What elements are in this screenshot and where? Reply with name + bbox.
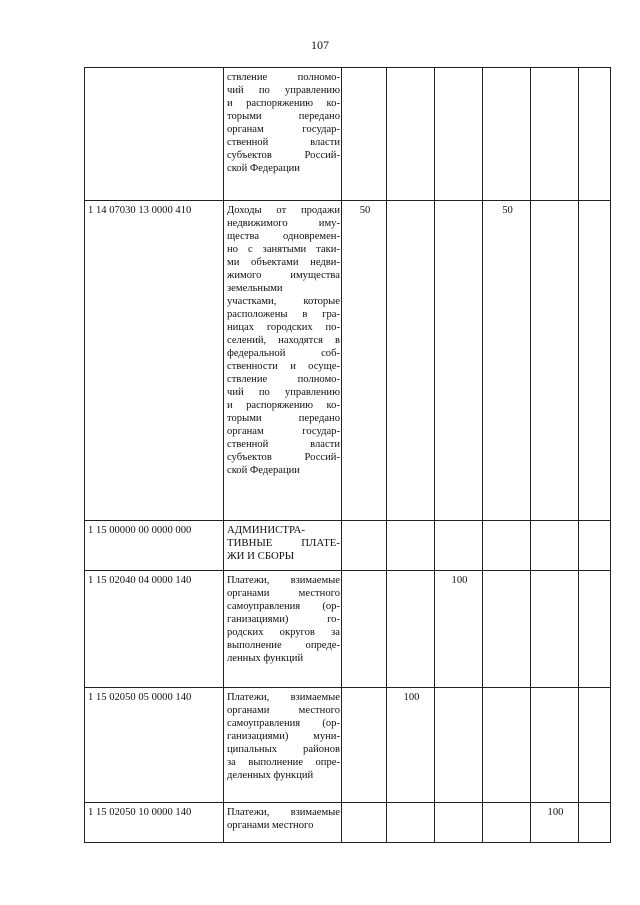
kbk-code-cell: 1 15 02050 10 0000 140 xyxy=(85,803,224,843)
description-line: субъектов Россий- xyxy=(227,150,340,161)
revenue-description-cell xyxy=(224,521,342,571)
description-line: органам государ- xyxy=(227,426,340,437)
amount-cell xyxy=(435,688,483,803)
description-line: ственности и осуще- xyxy=(227,361,340,372)
amount-cell xyxy=(483,521,531,571)
description-line: Доходы от продажи xyxy=(227,205,340,216)
kbk-code-cell xyxy=(85,68,224,201)
amount-cell xyxy=(531,688,579,803)
amount-cell xyxy=(387,521,435,571)
description-line: органами местного xyxy=(227,705,340,716)
description-line: Платежи, взимаемые xyxy=(227,575,340,586)
description-line: ствление полномо- xyxy=(227,72,340,83)
description-line: расположены в гра- xyxy=(227,309,340,320)
amount-cell xyxy=(579,201,611,521)
description-line: за выполнение опре- xyxy=(227,757,340,768)
description-line: самоуправления (ор- xyxy=(227,601,340,612)
amount-cell: 100 xyxy=(387,688,435,803)
amount-cell xyxy=(531,201,579,521)
description-line: органам государ- xyxy=(227,124,340,135)
table-row xyxy=(85,68,611,201)
description-line: субъектов Россий- xyxy=(227,452,340,463)
description-line: ленных функций xyxy=(227,653,304,664)
amount-cell: 100 xyxy=(531,803,579,843)
description-line: выполнение опреде- xyxy=(227,640,340,651)
description-line: и распоряжению ко- xyxy=(227,98,340,109)
amount-cell: 50 xyxy=(483,201,531,521)
amount-cell xyxy=(387,571,435,688)
description-line: ницах городских по- xyxy=(227,322,340,333)
amount-cell xyxy=(342,521,387,571)
description-line: деленных функций xyxy=(227,770,314,781)
kbk-code-cell: 1 15 02050 05 0000 140 xyxy=(85,688,224,803)
description-line: ТИВНЫЕ ПЛАТЕ- xyxy=(227,537,340,549)
table-row xyxy=(85,521,611,571)
revenue-description-cell xyxy=(224,201,342,521)
amount-cell xyxy=(531,521,579,571)
amount-cell xyxy=(342,803,387,843)
description-line: ципальных районов xyxy=(227,744,340,755)
description-line: Платежи, взимаемые xyxy=(227,692,340,703)
table-row xyxy=(85,688,611,803)
amount-cell xyxy=(435,68,483,201)
description-line: родских округов за xyxy=(227,627,340,638)
table-row xyxy=(85,201,611,521)
description-line: торыми передано xyxy=(227,413,340,424)
kbk-code-cell: 1 15 00000 00 0000 000 xyxy=(85,521,224,571)
description-line: федеральной соб- xyxy=(227,348,340,359)
description-line: селений, находятся в xyxy=(227,335,340,346)
revenue-description-cell xyxy=(224,688,342,803)
description-line: и распоряжению ко- xyxy=(227,400,340,411)
amount-cell: 100 xyxy=(435,571,483,688)
amount-cell xyxy=(483,68,531,201)
description-line: Платежи, взимаемые xyxy=(227,807,340,818)
amount-cell xyxy=(387,803,435,843)
description-line: участками, которые xyxy=(227,296,340,307)
amount-cell xyxy=(435,521,483,571)
description-line: ственной власти xyxy=(227,137,340,148)
amount-cell xyxy=(342,688,387,803)
description-line: АДМИНИСТРА- xyxy=(227,524,305,536)
amount-cell: 50 xyxy=(342,201,387,521)
description-line: ганизациями) муни- xyxy=(227,731,340,742)
amount-cell xyxy=(579,688,611,803)
revenue-description-cell xyxy=(224,68,342,201)
amount-cell xyxy=(531,68,579,201)
description-line: ЖИ И СБОРЫ xyxy=(227,550,295,562)
amount-cell xyxy=(387,68,435,201)
amount-cell xyxy=(579,571,611,688)
description-line: самоуправления (ор- xyxy=(227,718,340,729)
description-line: ствление полномо- xyxy=(227,374,340,385)
revenue-description-cell xyxy=(224,803,342,843)
description-line: чий по управлению xyxy=(227,85,340,96)
amount-cell xyxy=(483,571,531,688)
budget-revenue-table xyxy=(84,67,611,843)
description-line: ственной власти xyxy=(227,439,340,450)
amount-cell xyxy=(579,68,611,201)
amount-cell xyxy=(342,68,387,201)
description-line: щества одновремен- xyxy=(227,231,340,242)
amount-cell xyxy=(342,571,387,688)
description-line: торыми передано xyxy=(227,111,340,122)
kbk-code-cell: 1 15 02040 04 0000 140 xyxy=(85,571,224,688)
description-line: жимого имущества xyxy=(227,270,340,281)
amount-cell xyxy=(531,571,579,688)
table-row xyxy=(85,571,611,688)
amount-cell xyxy=(483,688,531,803)
amount-cell xyxy=(483,803,531,843)
page-number: 107 xyxy=(311,38,329,52)
description-line: ской Федерации xyxy=(227,163,300,174)
amount-cell xyxy=(387,201,435,521)
description-line: органами местного xyxy=(227,820,314,831)
description-line: земельными xyxy=(227,283,283,294)
description-line: чий по управлению xyxy=(227,387,340,398)
amount-cell xyxy=(579,521,611,571)
description-line: ганизациями) го- xyxy=(227,614,340,625)
table-row xyxy=(85,803,611,843)
description-line: ской Федерации xyxy=(227,465,300,476)
amount-cell xyxy=(579,803,611,843)
description-line: органами местного xyxy=(227,588,340,599)
revenue-description-cell xyxy=(224,571,342,688)
kbk-code-cell: 1 14 07030 13 0000 410 xyxy=(85,201,224,521)
amount-cell xyxy=(435,201,483,521)
description-line: недвижимого иму- xyxy=(227,218,340,229)
description-line: ми объектами недви- xyxy=(227,257,340,268)
description-line: но с занятыми таки- xyxy=(227,244,340,255)
amount-cell xyxy=(435,803,483,843)
